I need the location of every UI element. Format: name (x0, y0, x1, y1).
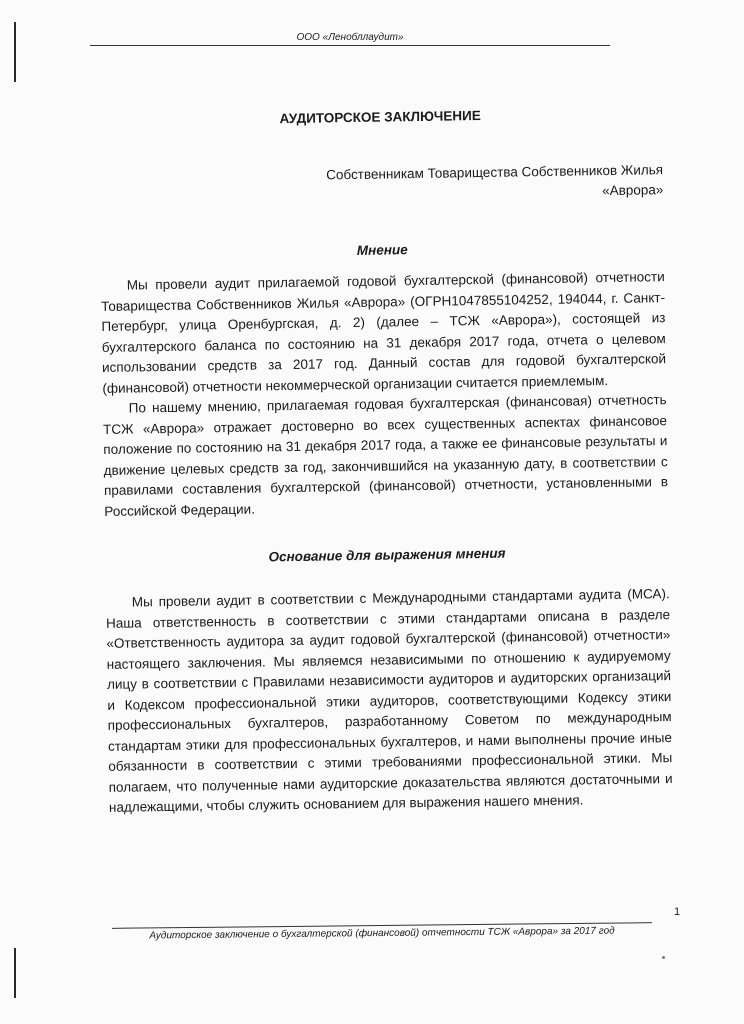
document-body (98, 99, 673, 818)
page-number: 1 (674, 906, 681, 918)
scan-edge-mark-bottom (14, 948, 16, 998)
header-divider (90, 45, 610, 46)
paragraph-opinion-2: По нашему мнению, прилагаемая годовая бухгалтерская (финансовая) отчетность ТСЖ «Аврора» отражает достоверно во всех существенных аспектах финансовое положение по состоянию на 31 декабря 2017 года, а также ее финансовые результаты и движение целевых средств за год, закончившийся на указанную дату, в соответствии с правилами составления бухгалтерской (финансовой) отчетности, установленными в Российской Федерации. (102, 392, 669, 519)
section-heading-basis: Основание для выражения мнения (268, 545, 506, 565)
document-title: АУДИТОРСКОЕ ЗАКЛЮЧЕНИЕ (279, 107, 481, 127)
addressee: Собственникам Товарищества Собственников Жилья «Аврора» (326, 162, 664, 199)
scan-speck (662, 956, 665, 959)
section-heading-opinion: Мнение (356, 242, 408, 258)
page-footer: Аудиторское заключение о бухгалтерской (финансовой) отчетности ТСЖ «Аврора» за 2017 год (149, 925, 615, 942)
paragraph-basis-1: Мы провели аудит в соответствии с Международными стандартами аудита (МСА). Наша ответственность в соответствии с этими стандартами описана в разделе «Ответственность аудитора за аудит годовой бухгалтерской (финансовой) отчетности» настоящего заключения. Мы являемся независимыми по отношению к аудируемому лицу в соответствии с Правилами независимости аудиторов и аудиторских организаций и Кодексом профессиональной этики аудиторов, соответствующими Кодексу этики профессиональных бухгалтеров, разработанному Советом по международным стандартам этики для профессиональных бухгалтеров, и нами выполнены прочие иные обязанности в соответствии с этими требованиями профессиональной этики. Мы полагаем, что полученные нами аудиторские доказательства являются достаточными и надлежащими, чтобы служить основанием для выражения нашего мнения. (105, 586, 673, 815)
paragraph-opinion-1: Мы провели аудит прилагаемой годовой бухгалтерской (финансовой) отчетности Товарищества Собственников Жилья «Аврора» (ОГРН1047855104252, 194044, г. Санкт-Петербург, улица Оренбургская, д. 2) (далее – ТСЖ «Аврора»), состоящей из бухгалтерского баланса по состоянию на 31 декабря 2017 года, отчета о целевом использовании средств за 2017 год. Данный состав для годовой бухгалтерской (финансовой) отчетности некоммерческой организации считается приемлемым. (100, 269, 667, 396)
page-header: ООО «Ленобллаудит» (296, 32, 404, 43)
scan-edge-mark-top (14, 22, 16, 82)
